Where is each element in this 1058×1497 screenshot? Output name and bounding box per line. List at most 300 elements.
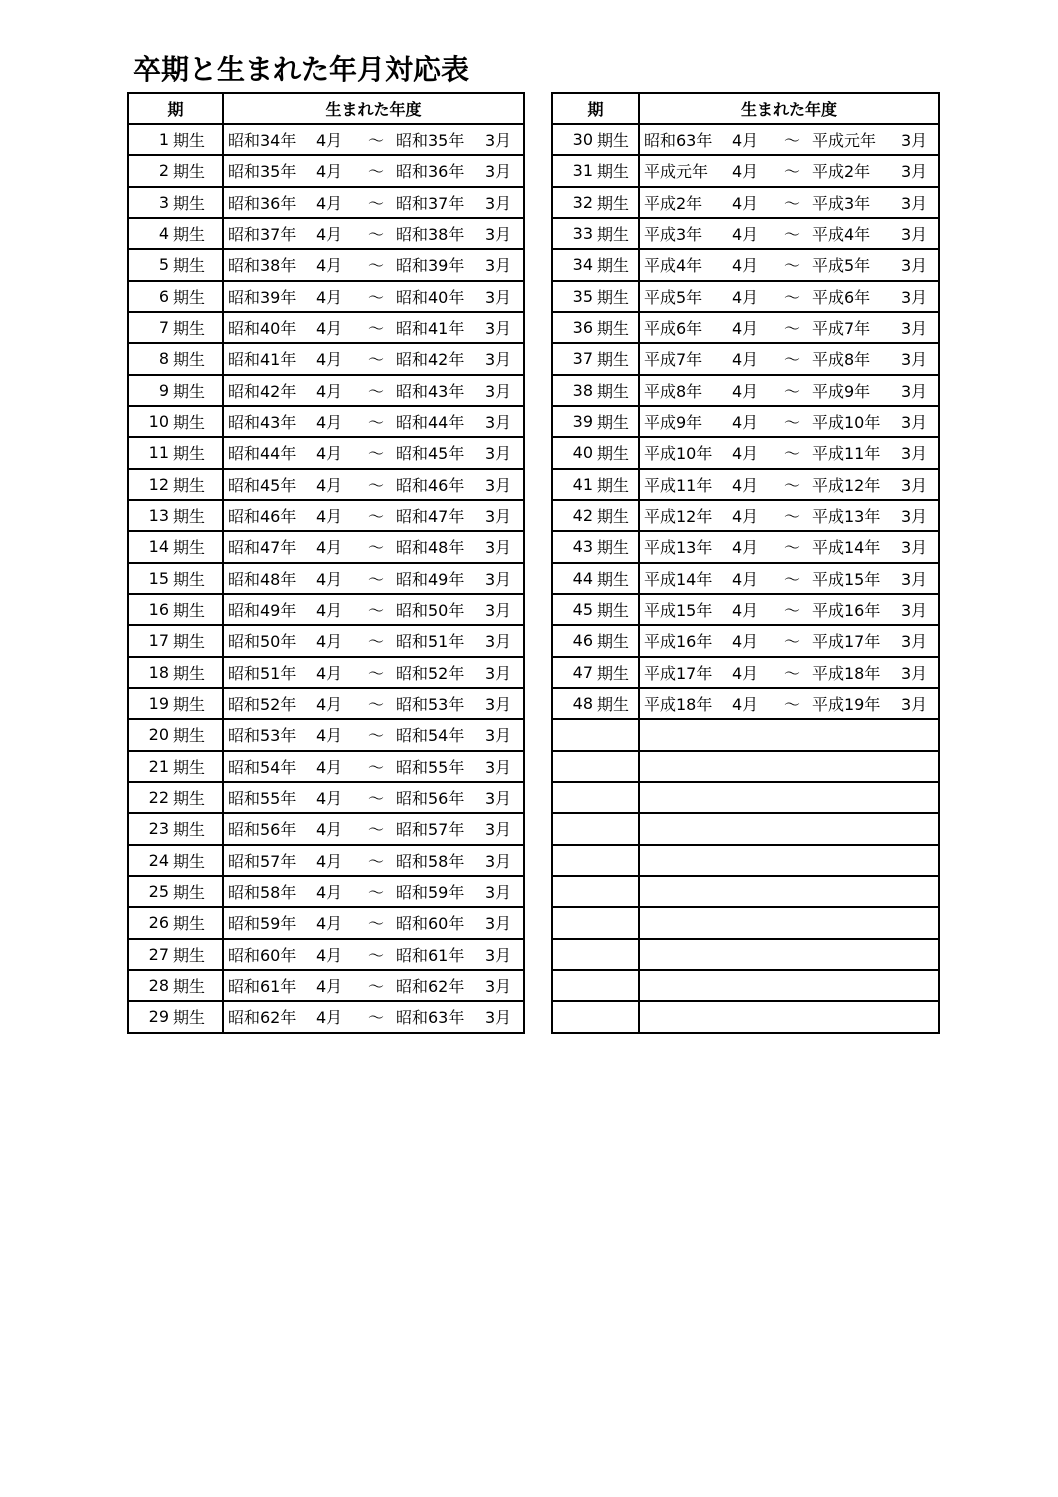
period-number: 21 <box>148 756 169 776</box>
to-month: 3月 <box>485 538 512 558</box>
range-cell <box>224 470 523 499</box>
from-month: 4月 <box>316 256 343 276</box>
from-year: 平成10年 <box>644 444 713 464</box>
from-year: 昭和53年 <box>228 726 297 746</box>
from-month: 4月 <box>732 632 759 652</box>
tilde: 〜 <box>368 695 385 715</box>
table-row <box>553 499 938 530</box>
from-month: 4月 <box>316 319 343 339</box>
to-month: 3月 <box>485 945 512 965</box>
to-year: 平成4年 <box>812 225 871 245</box>
range-cell <box>640 250 938 279</box>
period-cell <box>129 125 224 154</box>
empty-row <box>553 1000 938 1031</box>
empty-row <box>553 906 938 937</box>
to-month: 3月 <box>485 914 512 934</box>
to-month: 3月 <box>485 569 512 589</box>
tilde: 〜 <box>368 444 385 464</box>
period-suffix: 期生 <box>173 851 206 871</box>
period-suffix: 期生 <box>597 569 630 589</box>
period-number: 45 <box>572 600 593 620</box>
from-year: 昭和63年 <box>644 131 713 151</box>
period-suffix: 期生 <box>597 695 630 715</box>
period-cell <box>553 626 640 655</box>
period-cell <box>129 313 224 342</box>
tilde: 〜 <box>368 381 385 401</box>
range-header: 生まれた年度 <box>740 100 837 119</box>
range-cell <box>640 877 938 906</box>
to-year: 昭和56年 <box>396 789 465 809</box>
period-number: 29 <box>148 1007 169 1027</box>
period-cell <box>129 752 224 781</box>
period-number: 20 <box>148 725 169 745</box>
empty-row <box>553 812 938 843</box>
to-year: 平成3年 <box>812 193 871 213</box>
to-month: 3月 <box>485 789 512 809</box>
range-cell <box>224 407 523 436</box>
to-year: 昭和43年 <box>396 381 465 401</box>
from-month: 4月 <box>316 162 343 182</box>
from-month: 4月 <box>732 381 759 401</box>
period-cell <box>129 470 224 499</box>
period-suffix: 期生 <box>173 319 206 339</box>
to-year: 昭和54年 <box>396 726 465 746</box>
to-year: 昭和55年 <box>396 757 465 777</box>
to-month: 3月 <box>485 131 512 151</box>
to-month: 3月 <box>485 695 512 715</box>
table-row <box>553 624 938 655</box>
to-month: 3月 <box>485 851 512 871</box>
period-cell <box>129 250 224 279</box>
table-row <box>129 436 523 467</box>
from-month: 4月 <box>316 883 343 903</box>
to-month: 3月 <box>901 444 928 464</box>
period-cell <box>129 908 224 937</box>
period-cell <box>129 658 224 687</box>
table-row <box>553 530 938 561</box>
from-year: 平成17年 <box>644 663 713 683</box>
to-year: 昭和53年 <box>396 695 465 715</box>
to-year: 平成元年 <box>812 131 877 151</box>
to-year: 昭和58年 <box>396 851 465 871</box>
to-year: 平成10年 <box>812 413 881 433</box>
empty-row <box>553 938 938 969</box>
tilde: 〜 <box>784 319 801 339</box>
tilde: 〜 <box>784 569 801 589</box>
from-month: 4月 <box>316 381 343 401</box>
period-number: 37 <box>572 349 593 369</box>
from-month: 4月 <box>316 851 343 871</box>
from-year: 昭和59年 <box>228 914 297 934</box>
from-year: 昭和51年 <box>228 663 297 683</box>
tilde: 〜 <box>368 162 385 182</box>
table-row <box>129 374 523 405</box>
period-number: 22 <box>148 788 169 808</box>
to-month: 3月 <box>485 319 512 339</box>
tilde: 〜 <box>368 507 385 527</box>
empty-row <box>553 750 938 781</box>
tilde: 〜 <box>368 350 385 370</box>
tilde: 〜 <box>784 444 801 464</box>
from-month: 4月 <box>732 695 759 715</box>
period-cell <box>129 376 224 405</box>
period-number: 12 <box>148 474 169 494</box>
from-year: 昭和46年 <box>228 507 297 527</box>
from-month: 4月 <box>316 131 343 151</box>
to-month: 3月 <box>485 256 512 276</box>
range-header: 生まれた年度 <box>325 100 422 119</box>
tilde: 〜 <box>368 757 385 777</box>
from-year: 昭和43年 <box>228 413 297 433</box>
range-cell <box>224 219 523 248</box>
to-month: 3月 <box>901 350 928 370</box>
from-month: 4月 <box>316 945 343 965</box>
to-month: 3月 <box>901 507 928 527</box>
period-suffix: 期生 <box>173 162 206 182</box>
to-month: 3月 <box>485 225 512 245</box>
tilde: 〜 <box>368 945 385 965</box>
to-month: 3月 <box>901 193 928 213</box>
range-cell <box>640 282 938 311</box>
range-cell <box>224 501 523 530</box>
tilde: 〜 <box>368 632 385 652</box>
from-month: 4月 <box>316 914 343 934</box>
table-row <box>129 1000 523 1031</box>
range-cell <box>640 720 938 749</box>
from-year: 昭和38年 <box>228 256 297 276</box>
to-month: 3月 <box>485 444 512 464</box>
period-cell <box>553 940 640 969</box>
period-cell <box>129 783 224 812</box>
period-cell <box>553 1002 640 1031</box>
to-year: 昭和39年 <box>396 256 465 276</box>
range-cell <box>640 908 938 937</box>
table-row <box>129 530 523 561</box>
table-row <box>129 875 523 906</box>
period-suffix: 期生 <box>597 319 630 339</box>
tilde: 〜 <box>368 538 385 558</box>
period-number: 8 <box>158 349 169 369</box>
period-suffix: 期生 <box>173 1008 206 1028</box>
to-month: 3月 <box>485 820 512 840</box>
range-cell <box>640 407 938 436</box>
table-row <box>129 938 523 969</box>
period-number: 5 <box>158 255 169 275</box>
period-cell <box>553 752 640 781</box>
period-suffix: 期生 <box>173 287 206 307</box>
range-cell <box>224 971 523 1000</box>
from-month: 4月 <box>732 569 759 589</box>
from-month: 4月 <box>316 695 343 715</box>
table-row <box>129 593 523 624</box>
range-cell <box>224 313 523 342</box>
to-month: 3月 <box>901 569 928 589</box>
to-month: 3月 <box>485 1008 512 1028</box>
period-cell <box>553 814 640 843</box>
range-cell <box>224 438 523 467</box>
from-year: 昭和57年 <box>228 851 297 871</box>
period-cell <box>129 720 224 749</box>
from-month: 4月 <box>316 413 343 433</box>
period-suffix: 期生 <box>597 632 630 652</box>
from-month: 4月 <box>732 507 759 527</box>
from-month: 4月 <box>316 789 343 809</box>
period-number: 15 <box>148 568 169 588</box>
period-cell <box>553 188 640 217</box>
table-row <box>553 436 938 467</box>
range-cell <box>224 1002 523 1031</box>
period-number: 4 <box>158 224 169 244</box>
period-suffix: 期生 <box>173 601 206 621</box>
to-month: 3月 <box>485 350 512 370</box>
to-year: 平成6年 <box>812 287 871 307</box>
period-suffix: 期生 <box>173 193 206 213</box>
table-header-row <box>129 94 523 123</box>
range-cell <box>640 626 938 655</box>
from-month: 4月 <box>732 225 759 245</box>
table-row <box>129 562 523 593</box>
range-cell <box>224 783 523 812</box>
period-number: 17 <box>148 631 169 651</box>
to-month: 3月 <box>901 225 928 245</box>
tilde: 〜 <box>784 225 801 245</box>
tilde: 〜 <box>784 601 801 621</box>
to-year: 平成14年 <box>812 538 881 558</box>
period-cell <box>553 846 640 875</box>
right-table <box>551 92 940 1034</box>
period-number: 11 <box>148 443 169 463</box>
from-year: 昭和60年 <box>228 945 297 965</box>
period-number: 30 <box>572 130 593 150</box>
to-month: 3月 <box>901 287 928 307</box>
from-year: 昭和52年 <box>228 695 297 715</box>
period-suffix: 期生 <box>597 381 630 401</box>
period-number: 41 <box>572 474 593 494</box>
from-month: 4月 <box>732 663 759 683</box>
from-month: 4月 <box>732 287 759 307</box>
tilde: 〜 <box>784 632 801 652</box>
period-cell <box>553 219 640 248</box>
range-cell <box>224 689 523 718</box>
to-month: 3月 <box>485 663 512 683</box>
period-number: 35 <box>572 286 593 306</box>
from-month: 4月 <box>316 663 343 683</box>
period-cell <box>129 940 224 969</box>
period-number: 18 <box>148 662 169 682</box>
to-year: 平成13年 <box>812 507 881 527</box>
from-month: 4月 <box>316 632 343 652</box>
table-row <box>553 656 938 687</box>
table-row <box>553 593 938 624</box>
from-month: 4月 <box>732 444 759 464</box>
period-number: 27 <box>148 944 169 964</box>
from-year: 平成14年 <box>644 569 713 589</box>
to-year: 昭和35年 <box>396 131 465 151</box>
range-cell <box>224 846 523 875</box>
from-year: 平成7年 <box>644 350 703 370</box>
period-cell <box>553 250 640 279</box>
range-cell <box>224 877 523 906</box>
table-row <box>553 374 938 405</box>
from-month: 4月 <box>316 507 343 527</box>
to-year: 昭和41年 <box>396 319 465 339</box>
table-row <box>129 248 523 279</box>
period-number: 36 <box>572 318 593 338</box>
period-cell <box>129 971 224 1000</box>
period-number: 23 <box>148 819 169 839</box>
period-suffix: 期生 <box>597 131 630 151</box>
period-cell <box>129 846 224 875</box>
table-row <box>553 687 938 718</box>
period-number: 32 <box>572 192 593 212</box>
period-suffix: 期生 <box>173 977 206 997</box>
from-year: 平成5年 <box>644 287 703 307</box>
to-month: 3月 <box>901 131 928 151</box>
period-number: 2 <box>158 161 169 181</box>
period-cell <box>553 501 640 530</box>
tilde: 〜 <box>784 663 801 683</box>
range-cell <box>224 250 523 279</box>
to-year: 平成16年 <box>812 601 881 621</box>
from-month: 4月 <box>732 162 759 182</box>
table-row <box>129 624 523 655</box>
range-cell <box>640 1002 938 1031</box>
range-cell <box>640 125 938 154</box>
from-month: 4月 <box>316 225 343 245</box>
empty-row <box>553 844 938 875</box>
from-month: 4月 <box>316 1008 343 1028</box>
period-suffix: 期生 <box>173 569 206 589</box>
period-number: 13 <box>148 506 169 526</box>
tilde: 〜 <box>368 225 385 245</box>
period-suffix: 期生 <box>597 413 630 433</box>
period-suffix: 期生 <box>597 444 630 464</box>
to-month: 3月 <box>485 726 512 746</box>
table-row <box>553 217 938 248</box>
tilde: 〜 <box>368 601 385 621</box>
period-header: 期 <box>553 94 640 123</box>
period-cell <box>553 689 640 718</box>
tilde: 〜 <box>784 538 801 558</box>
period-suffix: 期生 <box>173 726 206 746</box>
period-suffix: 期生 <box>597 162 630 182</box>
period-cell <box>553 877 640 906</box>
to-month: 3月 <box>485 193 512 213</box>
to-month: 3月 <box>901 319 928 339</box>
range-cell <box>224 282 523 311</box>
range-cell <box>224 626 523 655</box>
from-year: 平成15年 <box>644 601 713 621</box>
from-month: 4月 <box>732 413 759 433</box>
period-number: 25 <box>148 882 169 902</box>
from-year: 平成11年 <box>644 475 713 495</box>
range-cell <box>640 689 938 718</box>
to-month: 3月 <box>901 695 928 715</box>
from-year: 昭和55年 <box>228 789 297 809</box>
table-row <box>129 154 523 185</box>
from-month: 4月 <box>732 131 759 151</box>
to-year: 平成9年 <box>812 381 871 401</box>
to-year: 昭和60年 <box>396 914 465 934</box>
period-suffix: 期生 <box>597 193 630 213</box>
tilde: 〜 <box>784 350 801 370</box>
tilde: 〜 <box>368 319 385 339</box>
range-cell <box>224 752 523 781</box>
table-row <box>553 342 938 373</box>
to-month: 3月 <box>901 256 928 276</box>
period-cell <box>129 282 224 311</box>
tilde: 〜 <box>368 914 385 934</box>
to-month: 3月 <box>485 757 512 777</box>
from-month: 4月 <box>732 350 759 370</box>
to-year: 昭和37年 <box>396 193 465 213</box>
period-number: 31 <box>572 161 593 181</box>
period-cell <box>553 344 640 373</box>
period-suffix: 期生 <box>597 538 630 558</box>
from-year: 平成16年 <box>644 632 713 652</box>
table-row <box>553 468 938 499</box>
period-cell <box>553 313 640 342</box>
to-month: 3月 <box>485 632 512 652</box>
from-year: 昭和47年 <box>228 538 297 558</box>
from-month: 4月 <box>316 475 343 495</box>
from-year: 昭和62年 <box>228 1008 297 1028</box>
period-number: 24 <box>148 850 169 870</box>
from-year: 昭和44年 <box>228 444 297 464</box>
empty-row <box>553 875 938 906</box>
from-year: 昭和35年 <box>228 162 297 182</box>
period-suffix: 期生 <box>173 663 206 683</box>
period-cell <box>553 908 640 937</box>
tilde: 〜 <box>784 381 801 401</box>
tilde: 〜 <box>784 131 801 151</box>
period-cell <box>129 564 224 593</box>
period-suffix: 期生 <box>597 287 630 307</box>
range-cell <box>640 156 938 185</box>
table-row <box>553 186 938 217</box>
period-cell <box>553 438 640 467</box>
period-cell <box>553 720 640 749</box>
table-row <box>129 405 523 436</box>
period-suffix: 期生 <box>597 475 630 495</box>
tilde: 〜 <box>368 193 385 213</box>
table-row <box>553 405 938 436</box>
period-cell <box>553 470 640 499</box>
tilde: 〜 <box>784 256 801 276</box>
to-month: 3月 <box>485 883 512 903</box>
period-cell <box>553 407 640 436</box>
tilde: 〜 <box>368 1008 385 1028</box>
to-year: 平成17年 <box>812 632 881 652</box>
period-number: 46 <box>572 631 593 651</box>
range-cell <box>224 908 523 937</box>
from-year: 昭和39年 <box>228 287 297 307</box>
to-year: 平成11年 <box>812 444 881 464</box>
period-cell <box>129 344 224 373</box>
to-month: 3月 <box>485 475 512 495</box>
from-year: 昭和54年 <box>228 757 297 777</box>
period-suffix: 期生 <box>173 256 206 276</box>
period-suffix: 期生 <box>173 350 206 370</box>
to-year: 平成12年 <box>812 475 881 495</box>
range-cell <box>640 814 938 843</box>
period-number: 48 <box>572 694 593 714</box>
period-suffix: 期生 <box>173 538 206 558</box>
period-number: 40 <box>572 443 593 463</box>
period-number: 14 <box>148 537 169 557</box>
period-number: 47 <box>572 662 593 682</box>
period-cell <box>129 188 224 217</box>
